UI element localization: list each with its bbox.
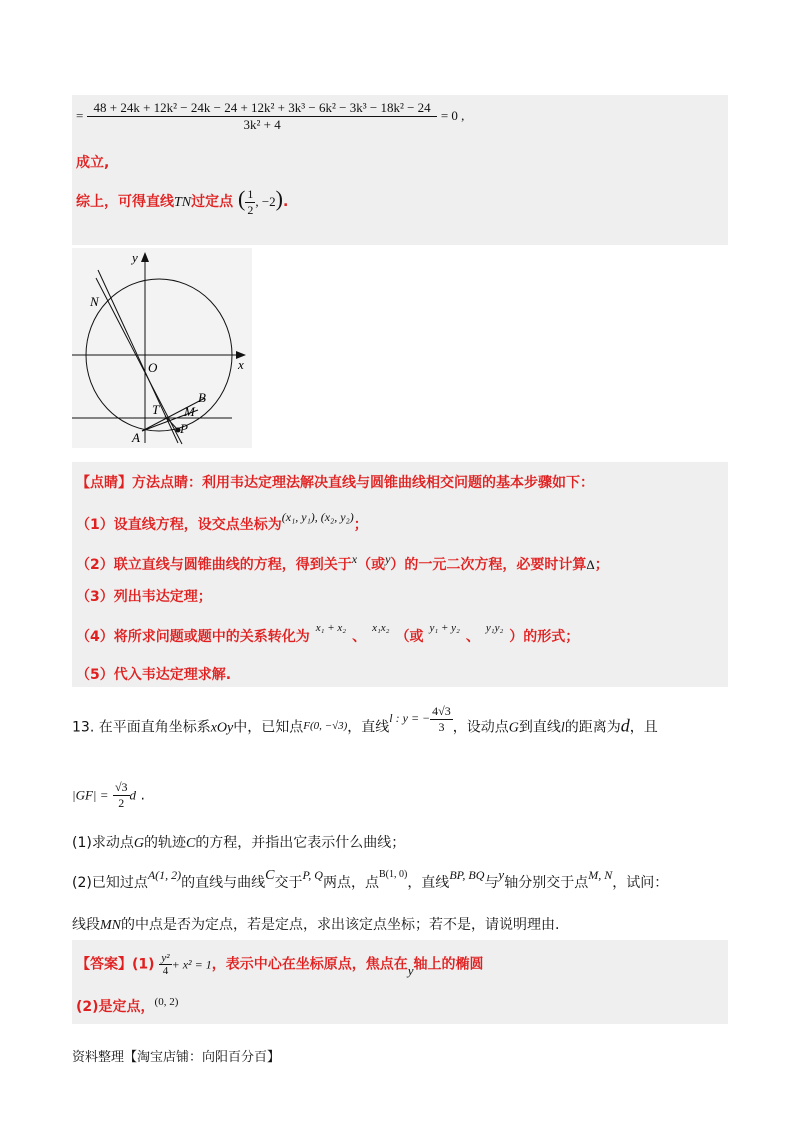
- conclusion-text: 综上，可得直线TN过定点 ( $\frac{1}{2}$ , −2).: [76, 186, 289, 217]
- tip-step-3: （3）列出韦达定理；: [76, 589, 212, 605]
- label-n: N: [90, 294, 99, 309]
- label-x: x: [238, 357, 244, 372]
- label-o: O: [148, 360, 158, 375]
- tip-step-1: （1）设直线方程，设交点坐标为(x₁, y₁), (x₂, y₂)；: [76, 510, 368, 533]
- answer-1: 【答案】(1) $\frac{\text{y²}}{4}$ + x² = 1，表示中心在坐标原点，焦点在y轴上的椭圆: [76, 952, 484, 978]
- equation-line: = 48 + 24k + 12k² − 24k − 24 + 12k² + 3k³ − 6k² − 3k³ − 18k² − 24 3k² + 4 = 0 ,: [76, 100, 465, 132]
- y-axis-arrow: [141, 252, 149, 262]
- equation-numerator: 48 + 24k + 12k² − 24k − 24 + 12k² + 3k³ − 6k² − 3k³ − 18k² − 24: [87, 100, 436, 117]
- fixed-point: (: [238, 186, 246, 211]
- footer-text: 资料整理【淘宝店铺：向阳百分百】: [72, 1050, 281, 1065]
- geometry-figure: [72, 248, 252, 448]
- question-13-part-1: (1)求动点G的轨迹C的方程，并指出它表示什么曲线；: [72, 835, 406, 851]
- line-na: [96, 278, 182, 444]
- answer-2: (2)是定点，$^{(0, 2)}$: [76, 996, 179, 1015]
- tip-title: 【点睛】方法点睛：利用韦达定理法解决直线与圆锥曲线相交问题的基本步骤如下：: [76, 475, 594, 491]
- tip-step-2: （2）联立直线与圆锥曲线的方程，得到关于x（或y）的一元二次方程，必要时计算Δ；: [76, 552, 609, 573]
- label-a: A: [132, 430, 140, 445]
- question-13-line-1: 13. 在平面直角坐标系xOy中，已知点$^{F(0, -√3)}$，直线l : y = − $\frac{4√3}{3}$ ，设动点G到直线l的距离为d，且: [72, 704, 658, 736]
- question-13-part-2: (2)已知过点A(1, 2)的直线与曲线C交于P, Q两点，点$^{B(1, 0)}$，直线BP, BQ与y轴分别交于点M, N，试问：: [72, 867, 669, 891]
- label-t: T: [152, 402, 160, 417]
- tip-block: [72, 462, 728, 687]
- question-13-line-2: |GF| = $\frac{√3}{2}$ d .: [72, 780, 145, 810]
- established-text: 成立,: [76, 155, 110, 171]
- label-m: M: [184, 404, 195, 419]
- label-y: y: [132, 250, 138, 265]
- label-p: P: [180, 421, 188, 436]
- tip-step-4: （4）将所求问题或题中的关系转化为$^{x_1 + x_2}$、$^{x_1x_2}$（或$^{y_1 + y_2}$、$^{y_1y_2}$）的形式；: [76, 622, 580, 645]
- equation-fraction: [87, 100, 436, 133]
- question-13-part-2-cont: 线段MN的中点是否为定点，若是定点，求出该定点坐标；若不是，请说明理由.: [72, 917, 560, 933]
- tip-step-5: （5）代入韦达定理求解.: [76, 667, 232, 683]
- equation-denominator: 3k² + 4: [243, 117, 281, 132]
- label-b: B: [198, 390, 206, 405]
- figure-svg: [72, 248, 252, 448]
